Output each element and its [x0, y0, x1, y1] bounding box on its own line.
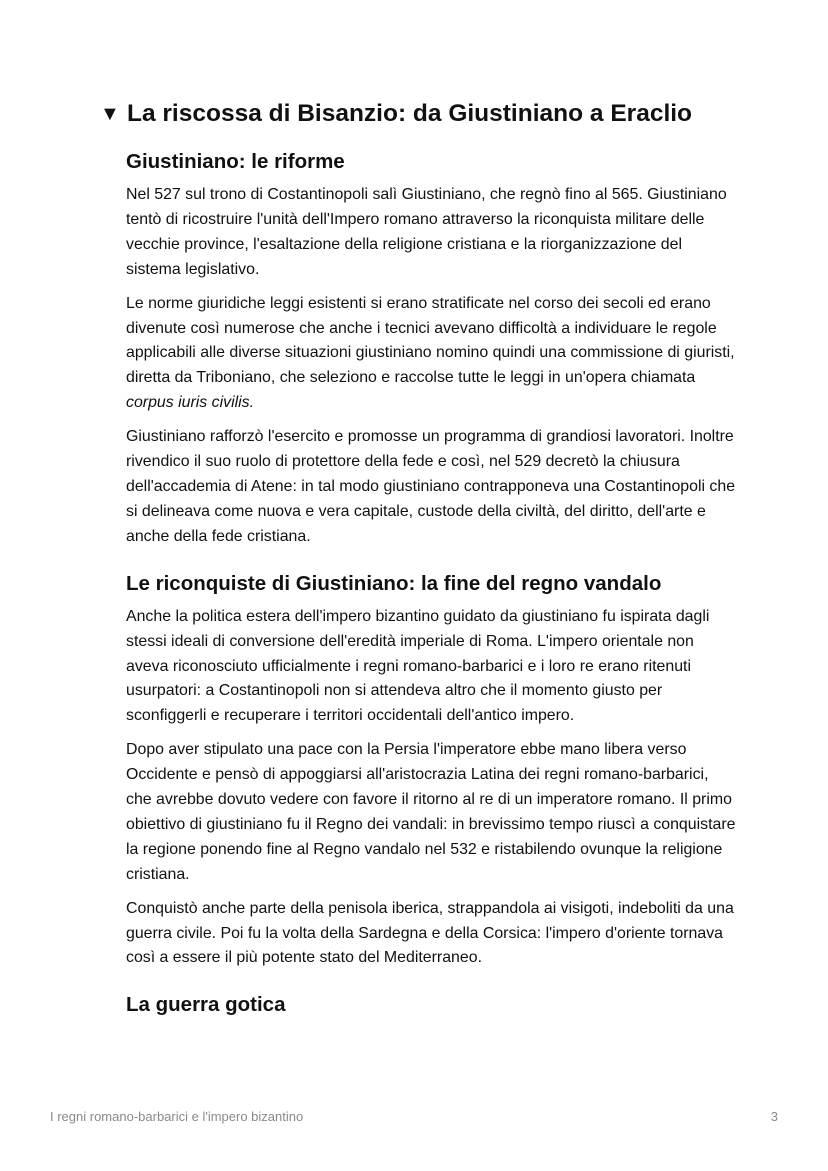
toggle-arrow-icon[interactable]: ▼ [100, 103, 120, 125]
main-heading-title: La riscossa di Bisanzio: da Giustiniano a Eraclio [127, 100, 693, 127]
footer-document-title: I regni romano-barbarici e l'impero bizantino [50, 1109, 304, 1124]
paragraph: Nel 527 sul trono di Costantinopoli salì Giustiniano, che regnò fino al 565. Giustiniano tentò di ricostruire l'unità dell'Impero romano attraverso la riconquista militare delle vecchie province, l'esaltazione della religione cristiana e la riorganizzazione del sistema legislativo. [126, 186, 727, 278]
paragraph-text: Le norme giuridiche leggi esistenti si erano stratificate nel corso dei secoli ed erano divenute così numerose che anche i tecnici avevano difficoltà a individuare le regole applicabili alle diverse situazioni giustiniano nomino quindi una commissione di giuristi, diretta da Triboniano, che seleziono e raccolse tutte le leggi in un'opera chiamata [126, 294, 735, 387]
page-number: 3 [770, 1109, 778, 1124]
paragraph [126, 292, 736, 417]
section-title-guerra-gotica: La guerra gotica [126, 993, 286, 1017]
page-footer [50, 1109, 778, 1124]
paragraph: Dopo aver stipulato una pace con la Persia l'imperatore ebbe mano libera verso Occidente e pensò di appoggiarsi all'aristocrazia Latina dei regni romano-barbarici, che avrebbe dovuto vedere con favore il ritorno al re di un imperatore romano. Il primo obiettivo di giustiniano fu il Regno dei vandali: in brevissimo tempo riuscì a conquistare la regione ponendo fine al Regno vandalo nel 532 e ristabilendo ovunque la religione cristiana. [126, 741, 736, 883]
toggle-content [126, 148, 736, 1019]
section-title-riforme: Giustiniano: le riforme [126, 150, 345, 173]
paragraph: Anche la politica estera dell'impero bizantino guidato da giustiniano fu ispirata dagli stessi ideali di conversione dell'eredità imperiale di Roma. L'impero orientale non aveva riconosciuto ufficialmente i regni romano-barbarici e i loro re erano ritenuti usurpatori: a Costantinopoli non si attendeva altro che il momento giusto per sconfiggerli e recuperare i territori occidentali dell'antico impero. [126, 607, 710, 725]
paragraph: Conquistò anche parte della penisola iberica, strappandola ai visigoti, indeboliti da una guerra civile. Poi fu la volta della Sardegna e della Corsica: l'impero d'oriente tornava così a essere il più potente stato del Mediterraneo. [126, 899, 734, 967]
italic-term: corpus iuris civilis. [126, 394, 255, 412]
toggle-heading[interactable] [100, 98, 692, 130]
section-title-riconquiste: Le riconquiste di Giustiniano: la fine del regno vandalo [126, 571, 662, 595]
paragraph: Giustiniano rafforzò l'esercito e promosse un programma di grandiosi lavoratori. Inoltre rivendico il suo ruolo di protettore della fede e così, nel 529 decretò la chiusura dell'accademia di Atene: in tal modo giustiniano contrapponeva una Costantinopoli che si delineava come nuova e vera capitale, custode della civiltà, del diritto, dell'arte e anche della fede cristiana. [126, 428, 736, 545]
